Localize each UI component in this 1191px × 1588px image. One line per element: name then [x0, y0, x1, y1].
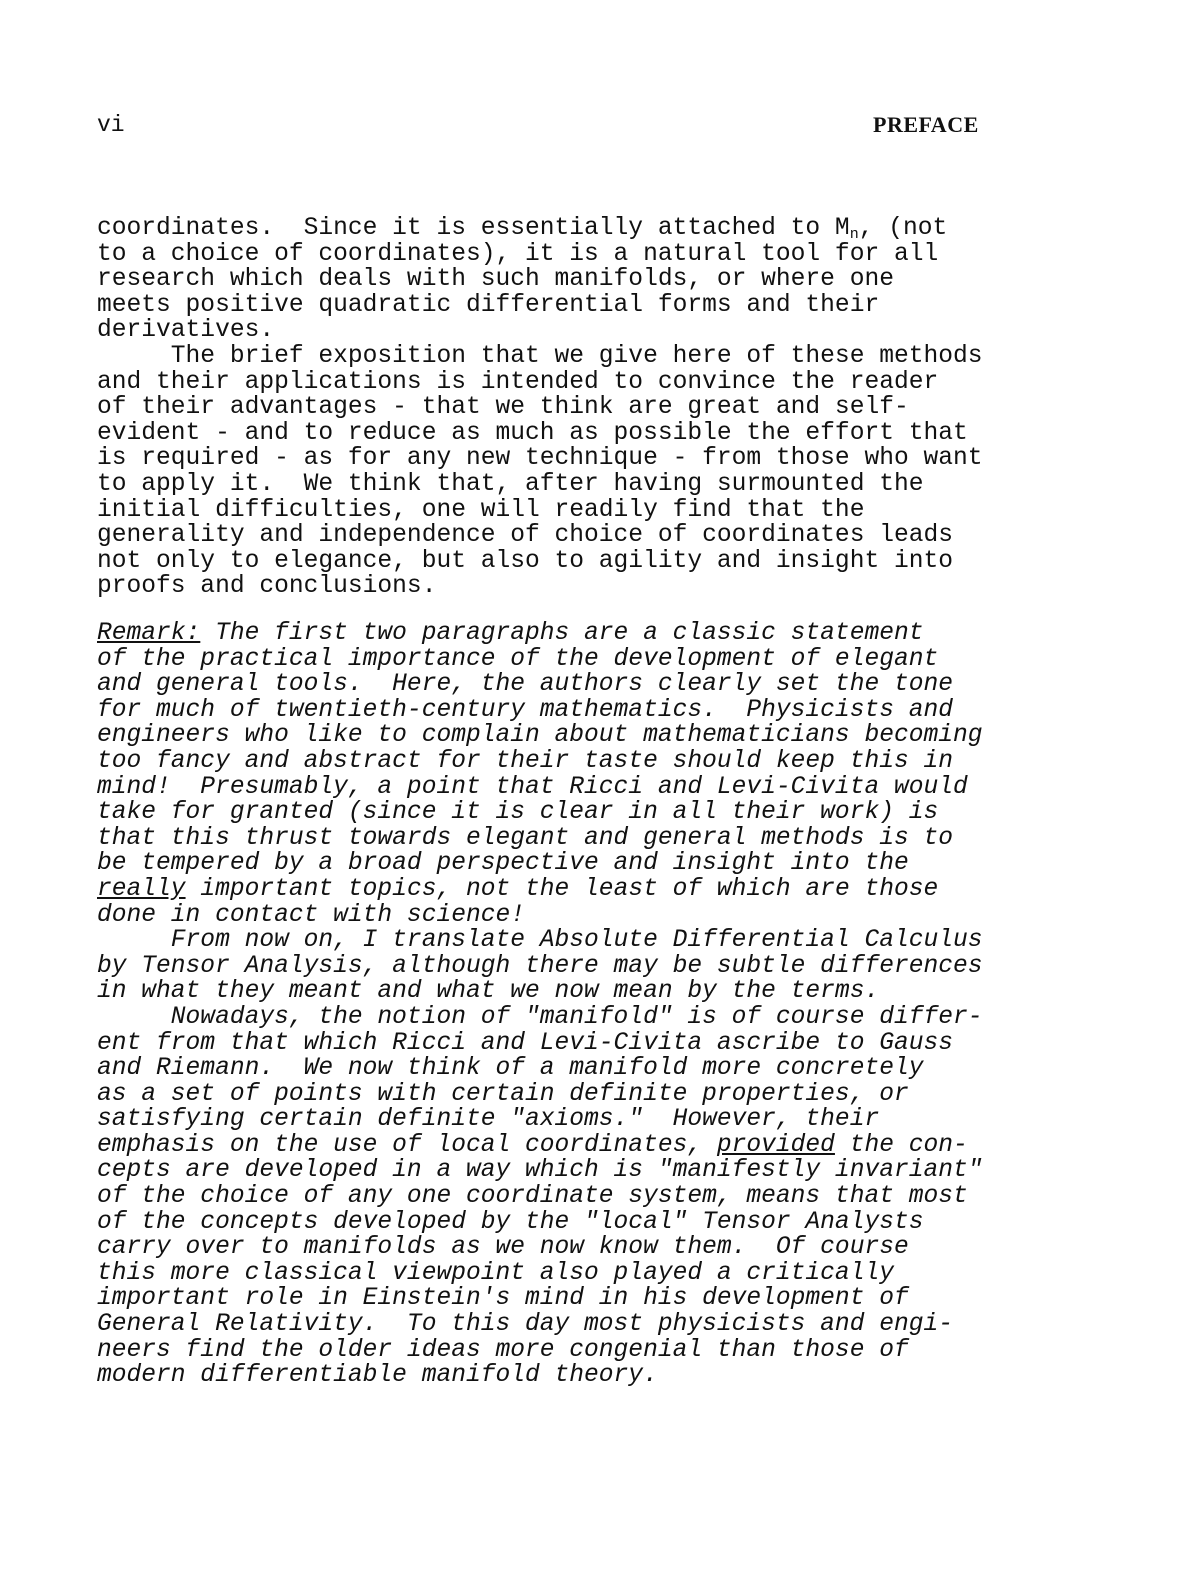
text-line: generality and independence of choice of coordinates leads	[97, 522, 954, 550]
text-line: ent from that which Ricci and Levi-Civita ascribe to Gauss	[97, 1029, 954, 1057]
body-line: coordinates. Since it is essentially attached to $M_n$, (not	[97, 215, 948, 243]
text-line: as a set of points with certain definite properties, or	[97, 1080, 909, 1108]
text-line: Nowadays, the notion of "manifold" is of course differ-	[97, 1003, 983, 1031]
running-title: PREFACE	[873, 112, 979, 137]
text-line: this more classical viewpoint also played a critically	[97, 1259, 894, 1287]
text-line: neers find the older ideas more congenial than those of	[97, 1336, 909, 1364]
text-line: for much of twentieth-century mathematics. Physicists and	[97, 696, 954, 724]
text-line: meets positive quadratic differential forms and their	[97, 291, 880, 319]
text-line: and Riemann. We now think of a manifold more concretely	[97, 1055, 924, 1083]
really-emphasis: really	[97, 875, 186, 903]
text-line: that this thrust towards elegant and general methods is to	[97, 824, 954, 852]
text-line: of the choice of any one coordinate system, means that most	[97, 1183, 968, 1211]
text-line: to apply it. We think that, after having surmounted the	[97, 470, 924, 498]
text-line: is required - as for any new technique - from those who want	[97, 445, 983, 473]
remark-text	[97, 621, 983, 1389]
text-line: and their applications is intended to convince the reader	[97, 368, 939, 396]
text-line: cepts are developed in a way which is "manifestly invariant"	[97, 1157, 983, 1185]
text-line: not only to elegance, but also to agility and insight into	[97, 547, 954, 575]
remark-lines-a	[97, 646, 983, 878]
text-line: and general tools. Here, the authors clearly set the tone	[97, 671, 954, 699]
text-line: carry over to manifolds as we now know them. Of course	[97, 1234, 909, 1262]
text-line: in what they meant and what we now mean by the terms.	[97, 978, 880, 1006]
text-line: be tempered by a broad perspective and insight into the	[97, 850, 909, 878]
text-line: of the practical importance of the development of elegant	[97, 645, 939, 673]
remark-line: emphasis on the use of local coordinates, provided the con-	[97, 1131, 968, 1159]
text-line: From now on, I translate Absolute Differential Calculus	[97, 927, 983, 955]
body-lines	[97, 241, 983, 601]
text-line: derivatives.	[97, 317, 275, 345]
text-line: take for granted (since it is clear in all their work) is	[97, 799, 939, 827]
text-line: mind! Presumably, a point that Ricci and Levi-Civita would	[97, 773, 968, 801]
text-line: by Tensor Analysis, although there may be subtle differences	[97, 952, 983, 980]
text-line: modern differentiable manifold theory.	[97, 1362, 658, 1390]
remark-lines-b	[97, 902, 983, 1134]
text-line: General Relativity. To this day most physicists and engi-	[97, 1311, 954, 1339]
remark-line: Remark: The first two paragraphs are a classic statement	[97, 620, 924, 647]
remark-label: Remark:	[97, 620, 201, 647]
text-line: done in contact with science!	[97, 901, 526, 929]
text-line: of their advantages - that we think are great and self-	[97, 394, 909, 422]
remark-line: really important topics, not the least of which are those	[97, 875, 939, 903]
text-line: too fancy and abstract for their taste should keep this in	[97, 747, 954, 775]
remark-lines-c	[97, 1157, 983, 1389]
text-line: proofs and conclusions.	[97, 573, 437, 601]
provided-emphasis: provided	[716, 1131, 835, 1159]
text-line: satisfying certain definite "axioms." However, their	[97, 1106, 880, 1134]
text-line: engineers who like to complain about mathematicians becoming	[97, 722, 983, 750]
text-line: important role in Einstein's mind in his development of	[97, 1285, 909, 1313]
text-line: The brief exposition that we give here of these methods	[97, 342, 983, 370]
text-line: evident - and to reduce as much as possible the effort that	[97, 419, 968, 447]
text-line: research which deals with such manifolds, or where one	[97, 266, 894, 294]
text-line: to a choice of coordinates), it is a natural tool for all	[97, 240, 939, 268]
text-line: initial difficulties, one will readily find that the	[97, 496, 865, 524]
body-text	[97, 216, 983, 600]
page-number: vi	[97, 112, 125, 138]
text-line: of the concepts developed by the "local" Tensor Analysts	[97, 1208, 924, 1236]
